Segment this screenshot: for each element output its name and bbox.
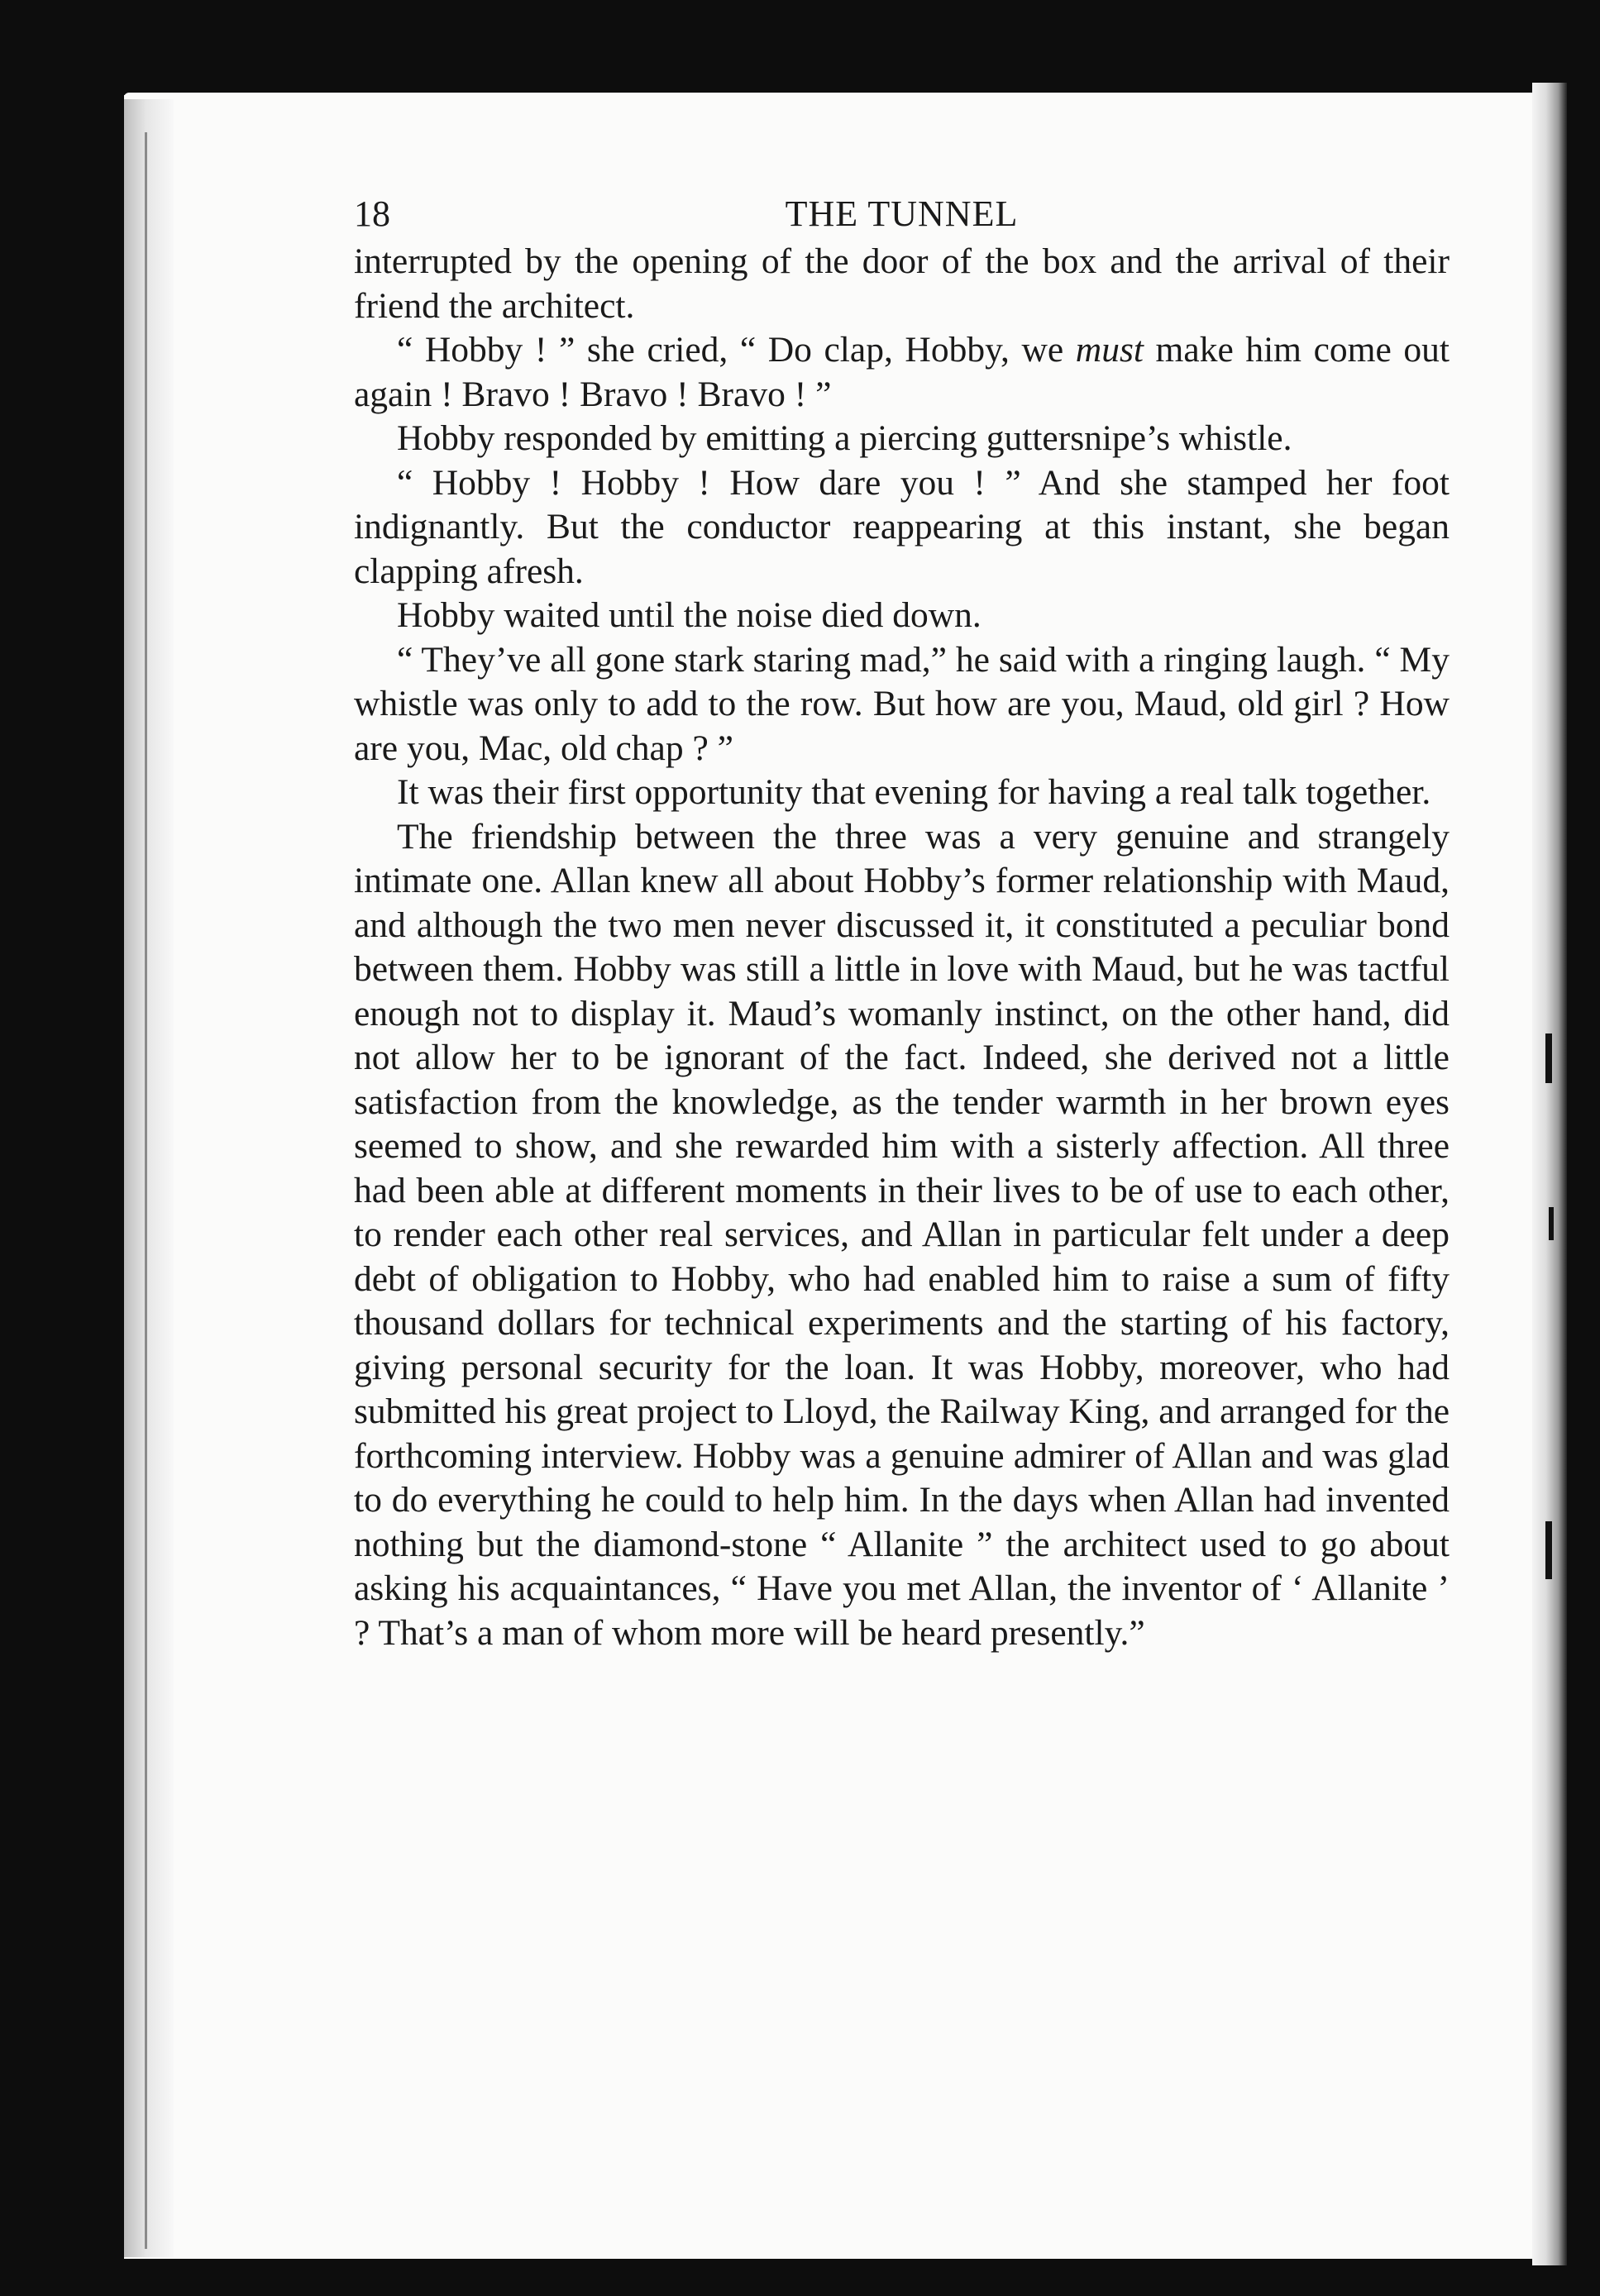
scan-background-left <box>0 0 124 2296</box>
running-title: THE TUNNEL <box>785 193 1019 234</box>
paragraph: “ They’ve all gone stark staring mad,” he said with a ringing laugh. “ My whistle was only to add to the row. But how are you, Maud, old girl ? How are you, Mac, old chap ? ” <box>354 639 1450 768</box>
page-gutter-line <box>145 132 147 2249</box>
page-gutter-shadow <box>124 99 174 2257</box>
page-number: 18 <box>354 193 390 234</box>
edge-mark <box>1549 1207 1554 1240</box>
edge-mark <box>1545 1033 1552 1083</box>
paragraph: “ Hobby ! Hobby ! How dare you ! ” And she stamped her foot indignantly. But the conductor reappearing at this instant, she began clapping afresh. <box>354 462 1450 591</box>
page-text <box>354 182 1450 1655</box>
paragraph: It was their first opportunity that evening for having a real talk together. <box>397 772 1431 812</box>
paragraph-text: make him come out again ! Bravo ! Bravo ! Bravo ! ” <box>354 330 1450 414</box>
emphasis-text: must <box>1075 330 1144 370</box>
page-fore-edge <box>1532 83 1567 2265</box>
paragraph-text: “ Hobby ! ” she cried, “ Do clap, Hobby, we <box>397 330 1076 370</box>
paragraph <box>354 328 1450 417</box>
scan-background-bottom <box>0 2259 1600 2296</box>
running-head <box>354 182 1450 240</box>
paragraph: The friendship between the three was a very genuine and strangely intimate one. Allan knew all about Hobby’s former relationship with Maud, and although the two men never discussed it, it constituted a peculiar bond between them. Hobby was still a little in love with Maud, but he was tactful enough not to display it. Maud’s womanly instinct, on the other hand, did not allow her to be ignorant of the fact. Indeed, she derived not a little satisfaction from the knowledge, as the tender warmth in her brown eyes seemed to show, and she rewarded him with a sisterly affection. All three had been able at different moments in their lives to be of use to each other, to render each other real services, and Allan in particular felt under a deep debt of obligation to Hobby, who had enabled him to raise a sum of fifty thousand dollars for technical experiments and the starting of his factory, giving personal security for the loan. It was Hobby, moreover, who had submitted his great project to Lloyd, the Railway King, and arranged for the forthcoming interview. Hobby was a genuine admirer of Allan and was glad to do everything he could to help him. In the days when Allan had invented nothing but the diamond-stone “ Allanite ” the architect used to go about asking his acquaintances, “ Have you met Allan, the inventor of ‘ Allanite ’ ? That’s a man of whom more will be heard presently.” <box>354 816 1450 1653</box>
paragraph: Hobby responded by emitting a piercing guttersnipe’s whistle. <box>397 418 1292 458</box>
scan-background-right <box>1567 0 1600 2296</box>
edge-mark <box>1545 1521 1552 1579</box>
paragraph: Hobby waited until the noise died down. <box>397 595 981 635</box>
paragraph: interrupted by the opening of the door of the box and the arrival of their friend the architect. <box>354 241 1450 326</box>
scan-background-top <box>0 0 1600 95</box>
